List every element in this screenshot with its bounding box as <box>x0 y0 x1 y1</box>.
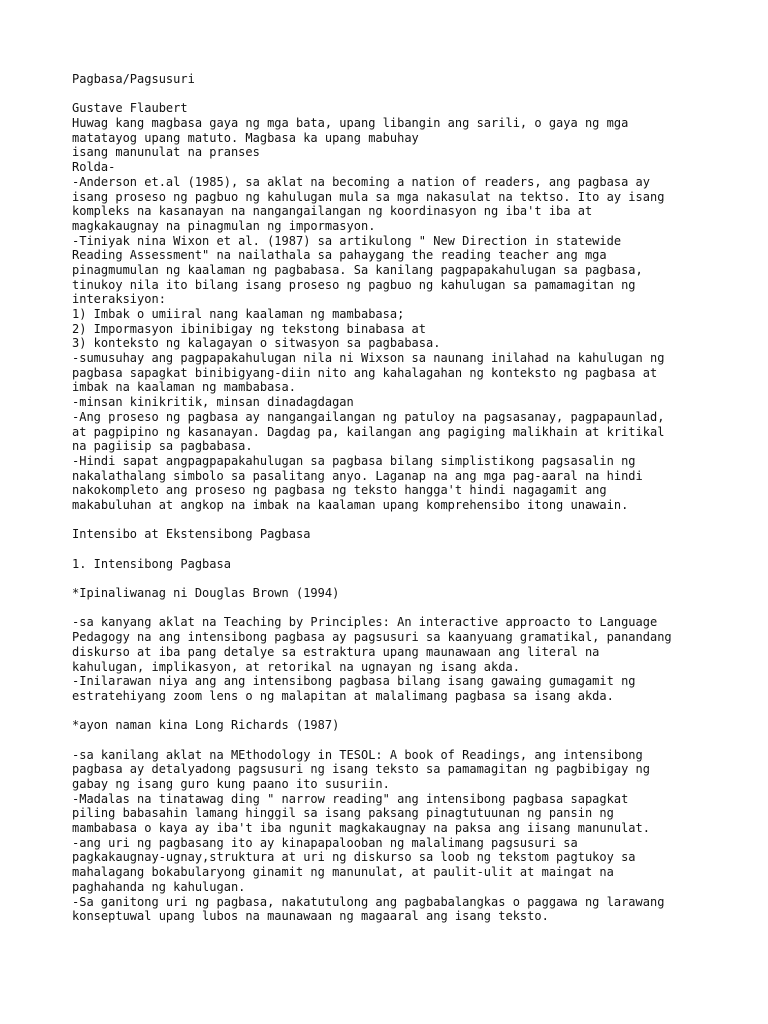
text-line: magkakaugnay na pinagmulan ng impormasyon. <box>72 218 376 233</box>
document-body <box>72 72 702 924</box>
text-line: imbak na kaalaman ng mambabasa. <box>72 380 296 395</box>
blank-line <box>72 571 702 586</box>
text-line: at pagpipino ng kasanayan. Dagdag pa, kailangan ang pagiging malikhain at kritikal <box>72 424 665 439</box>
text-line: tinukoy nila ito bilang isang proseso ng pagbuo ng kahulugan sa pamamagitan ng <box>72 277 636 292</box>
text-line: matatayog upang matuto. Magbasa ka upang mabuhay <box>72 130 419 145</box>
blank-line <box>72 87 702 102</box>
text-line: -sa kanyang aklat na Teaching by Principles: An interactive approacto to Language <box>72 615 658 630</box>
text-line: makabuluhan at angkop na imbak na kaalaman upang komprehensibo itong unawain. <box>72 497 629 512</box>
text-line: -Anderson et.al (1985), sa aklat na becoming a nation of readers, ang pagbasa ay <box>72 174 650 189</box>
text-line: 3) konteksto ng kalagayan o sitwasyon sa pagbabasa. <box>72 336 441 351</box>
text-line: 1) Imbak o umiiral nang kaalaman ng mambabasa; <box>72 307 405 321</box>
text-line: Intensibo at Ekstensibong Pagbasa <box>72 527 311 542</box>
text-line: pagbasa sapagkat binibigyang-diin nito ang kahalagahan ng konteksto ng pagbasa at <box>72 365 658 380</box>
text-line: pagbasa ay detalyadong pagsusuri ng isang teksto sa pamamagitan ng pagbibigay ng <box>72 762 650 777</box>
text-line: estratehiyang zoom lens o ng malapitan at malalimang pagbasa sa isang akda. <box>72 688 614 703</box>
text-line: kompleks na kasanayan na nangangailangan ng koordinasyon ng iba't iba at <box>72 204 593 219</box>
text-line: -Madalas na tinatawag ding " narrow reading" ang intensibong pagbasa sapagkat <box>72 791 629 806</box>
text-line: isang manunulat na pranses <box>72 145 260 160</box>
text-line: isang proseso ng pagbuo ng kahulugan mula sa mga nakasulat na tektso. Ito ay isang <box>72 189 665 204</box>
text-line: Reading Assessment" na nailathala sa pahaygang the reading teacher ang mga <box>72 248 607 263</box>
text-line: -Hindi sapat angpagpapakahulugan sa pagbasa bilang simplistikong pagsasalin ng <box>72 453 636 468</box>
text-line: gabay ng isang guro kung paano ito susuriin. <box>72 777 390 791</box>
text-line: -Tiniyak nina Wixon et al. (1987) sa artikulong " New Direction in statewide <box>72 233 622 248</box>
text-line: nakalathalang simbolo sa pasalitang anyo. Laganap na ang mga pag-aaral na hindi <box>72 468 643 483</box>
text-line: konseptuwal upang lubos na maunawaan ng magaaral ang isang teksto. <box>72 909 549 924</box>
text-line: 1. Intensibong Pagbasa <box>72 556 231 571</box>
text-line: interaksiyon: <box>72 292 166 307</box>
blank-line <box>72 704 702 719</box>
text-line: -sa kanilang aklat na MEthodology in TESOL: A book of Readings, ang intensibong <box>72 747 643 762</box>
text-line: Pagbasa/Pagsusuri <box>72 72 195 86</box>
text-line: mahalagang bokabularyong ginamit ng manunulat, at paulit-ulit at maingat na <box>72 865 614 880</box>
text-line: na pagiisip sa pagbabasa. <box>72 439 253 454</box>
text-line: mambabasa o kaya ay iba't iba ngunit magkakaugnay na paksa ang iisang manunulat. <box>72 821 650 836</box>
text-line: paghahanda ng kahulugan. <box>72 879 246 894</box>
blank-line <box>72 513 702 528</box>
text-line: -ang uri ng pagbasang ito ay kinapapalooban ng malalimang pagsusuri sa <box>72 835 578 850</box>
text-line: kahulugan, implikasyon, at retorikal na ugnayan ng isang akda. <box>72 659 520 674</box>
text-line: -sumusuhay ang pagpapakahulugan nila ni Wixson sa naunang inilahad na kahulugan ng <box>72 351 665 366</box>
text-line: pinagmumulan ng kaalaman ng pagbabasa. Sa kanilang pagpapakahulugan sa pagbasa, <box>72 262 643 277</box>
text-line: diskurso at iba pang detalye sa estraktura upang maunawaan ang literal na <box>72 644 600 659</box>
text-line: *ayon naman kina Long Richards (1987) <box>72 718 340 733</box>
text-line: -Ang proseso ng pagbasa ay nangangailangan ng patuloy na pagsasanay, pagpapaunlad, <box>72 409 665 424</box>
text-line: -Inilarawan niya ang ang intensibong pagbasa bilang isang gawaing gumagamit ng <box>72 674 636 689</box>
text-line: Pedagogy na ang intensibong pagbasa ay pagsusuri sa kaanyuang gramatikal, panandang <box>72 630 672 645</box>
blank-line <box>72 733 702 748</box>
text-line: *Ipinaliwanag ni Douglas Brown (1994) <box>72 586 340 601</box>
text-line: -minsan kinikritik, minsan dinadagdagan <box>72 395 354 410</box>
text-line: 2) Impormasyon ibinibigay ng tekstong binabasa at <box>72 321 427 336</box>
blank-line <box>72 601 702 616</box>
text-line: Gustave Flaubert <box>72 101 188 116</box>
text-line: Huwag kang magbasa gaya ng mga bata, upang libangin ang sarili, o gaya ng mga <box>72 116 629 131</box>
blank-line <box>72 542 702 557</box>
text-line: Rolda- <box>72 160 116 175</box>
text-line: nakokompleto ang proseso ng pagbasa ng teksto hangga't hindi nagagamit ang <box>72 483 607 498</box>
text-line: piling babasahin lamang hinggil sa isang paksang pinagtutuunan ng pansin ng <box>72 806 614 821</box>
text-line: pagkakaugnay-ugnay,struktura at uri ng diskurso sa loob ng tekstom pagtukoy sa <box>72 850 636 865</box>
text-line: -Sa ganitong uri ng pagbasa, nakatutulong ang pagbabalangkas o paggawa ng larawang <box>72 894 665 909</box>
